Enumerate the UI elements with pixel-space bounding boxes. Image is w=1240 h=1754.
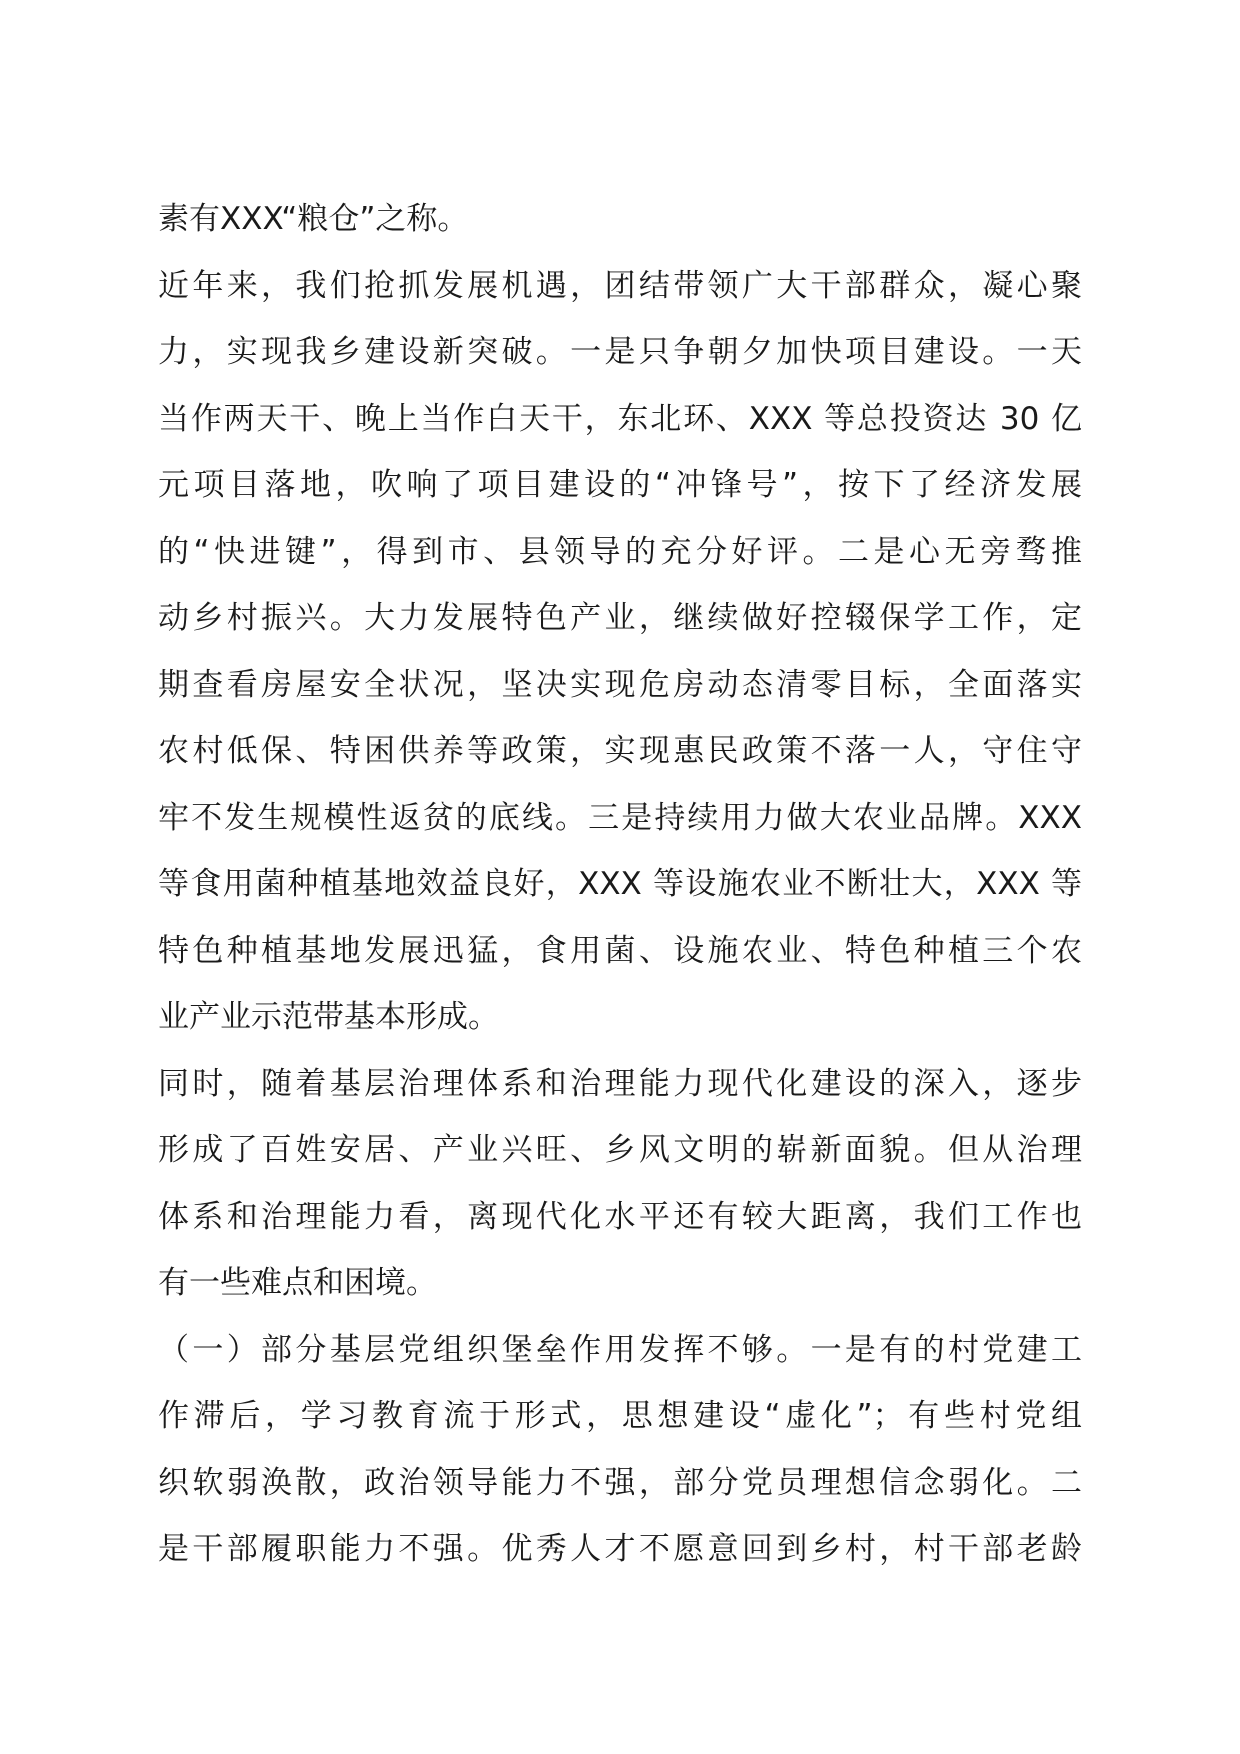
text-line: 动乡村振兴。大力发展特色产业，继续做好控辍保学工作，定 bbox=[158, 600, 1082, 636]
text-line: 形成了百姓安居、产业兴旺、乡风文明的崭新面貌。但从治理 bbox=[158, 1132, 1082, 1168]
text-line: 牢不发生规模性返贫的底线。三是持续用力做大农业品牌。XXX bbox=[158, 799, 1082, 836]
text-line: （一）部分基层党组织堡垒作用发挥不够。一是有的村党建工 bbox=[158, 1331, 1082, 1368]
text-line: 当作两天干、晚上当作白天干，东北环、XXX 等总投资达 30 亿 bbox=[158, 400, 1082, 437]
text-line: 是干部履职能力不强。优秀人才不愿意回到乡村，村干部老龄 bbox=[158, 1531, 1082, 1567]
text-line: 期查看房屋安全状况，坚决实现危房动态清零目标，全面落实 bbox=[158, 666, 1082, 703]
document-page bbox=[158, 186, 1082, 1583]
text-line: 有一些难点和困境。 bbox=[158, 1265, 437, 1301]
text-line: 力，实现我乡建设新突破。一是只争朝夕加快项目建设。一天 bbox=[158, 334, 1082, 370]
text-line: 特色种植基地发展迅猛，食用菌、设施农业、特色种植三个农 bbox=[158, 932, 1082, 969]
text-line: 同时，随着基层治理体系和治理能力现代化建设的深入，逐步 bbox=[158, 1065, 1082, 1102]
text-line: 元项目落地，吹响了项目建设的“冲锋号”，按下了经济发展 bbox=[158, 467, 1082, 503]
text-line: 近年来，我们抢抓发展机遇，团结带领广大干部群众，凝心聚 bbox=[158, 267, 1082, 304]
text-line: 农村低保、特困供养等政策，实现惠民政策不落一人，守住守 bbox=[158, 733, 1082, 769]
text-line: 业产业示范带基本形成。 bbox=[158, 999, 499, 1035]
text-line: 织软弱涣散，政治领导能力不强，部分党员理想信念弱化。二 bbox=[158, 1464, 1082, 1501]
text-line: 素有XXX“粮仓”之称。 bbox=[158, 201, 469, 237]
text-line: 体系和治理能力看，离现代化水平还有较大距离，我们工作也 bbox=[158, 1198, 1082, 1235]
text-line: 等食用菌种植基地效益良好，XXX 等设施农业不断壮大，XXX 等 bbox=[158, 866, 1082, 902]
text-line: 作滞后，学习教育流于形式，思想建设“虚化”；有些村党组 bbox=[158, 1398, 1082, 1434]
text-line: 的“快进键”，得到市、县领导的充分好评。二是心无旁骛推 bbox=[158, 533, 1082, 570]
